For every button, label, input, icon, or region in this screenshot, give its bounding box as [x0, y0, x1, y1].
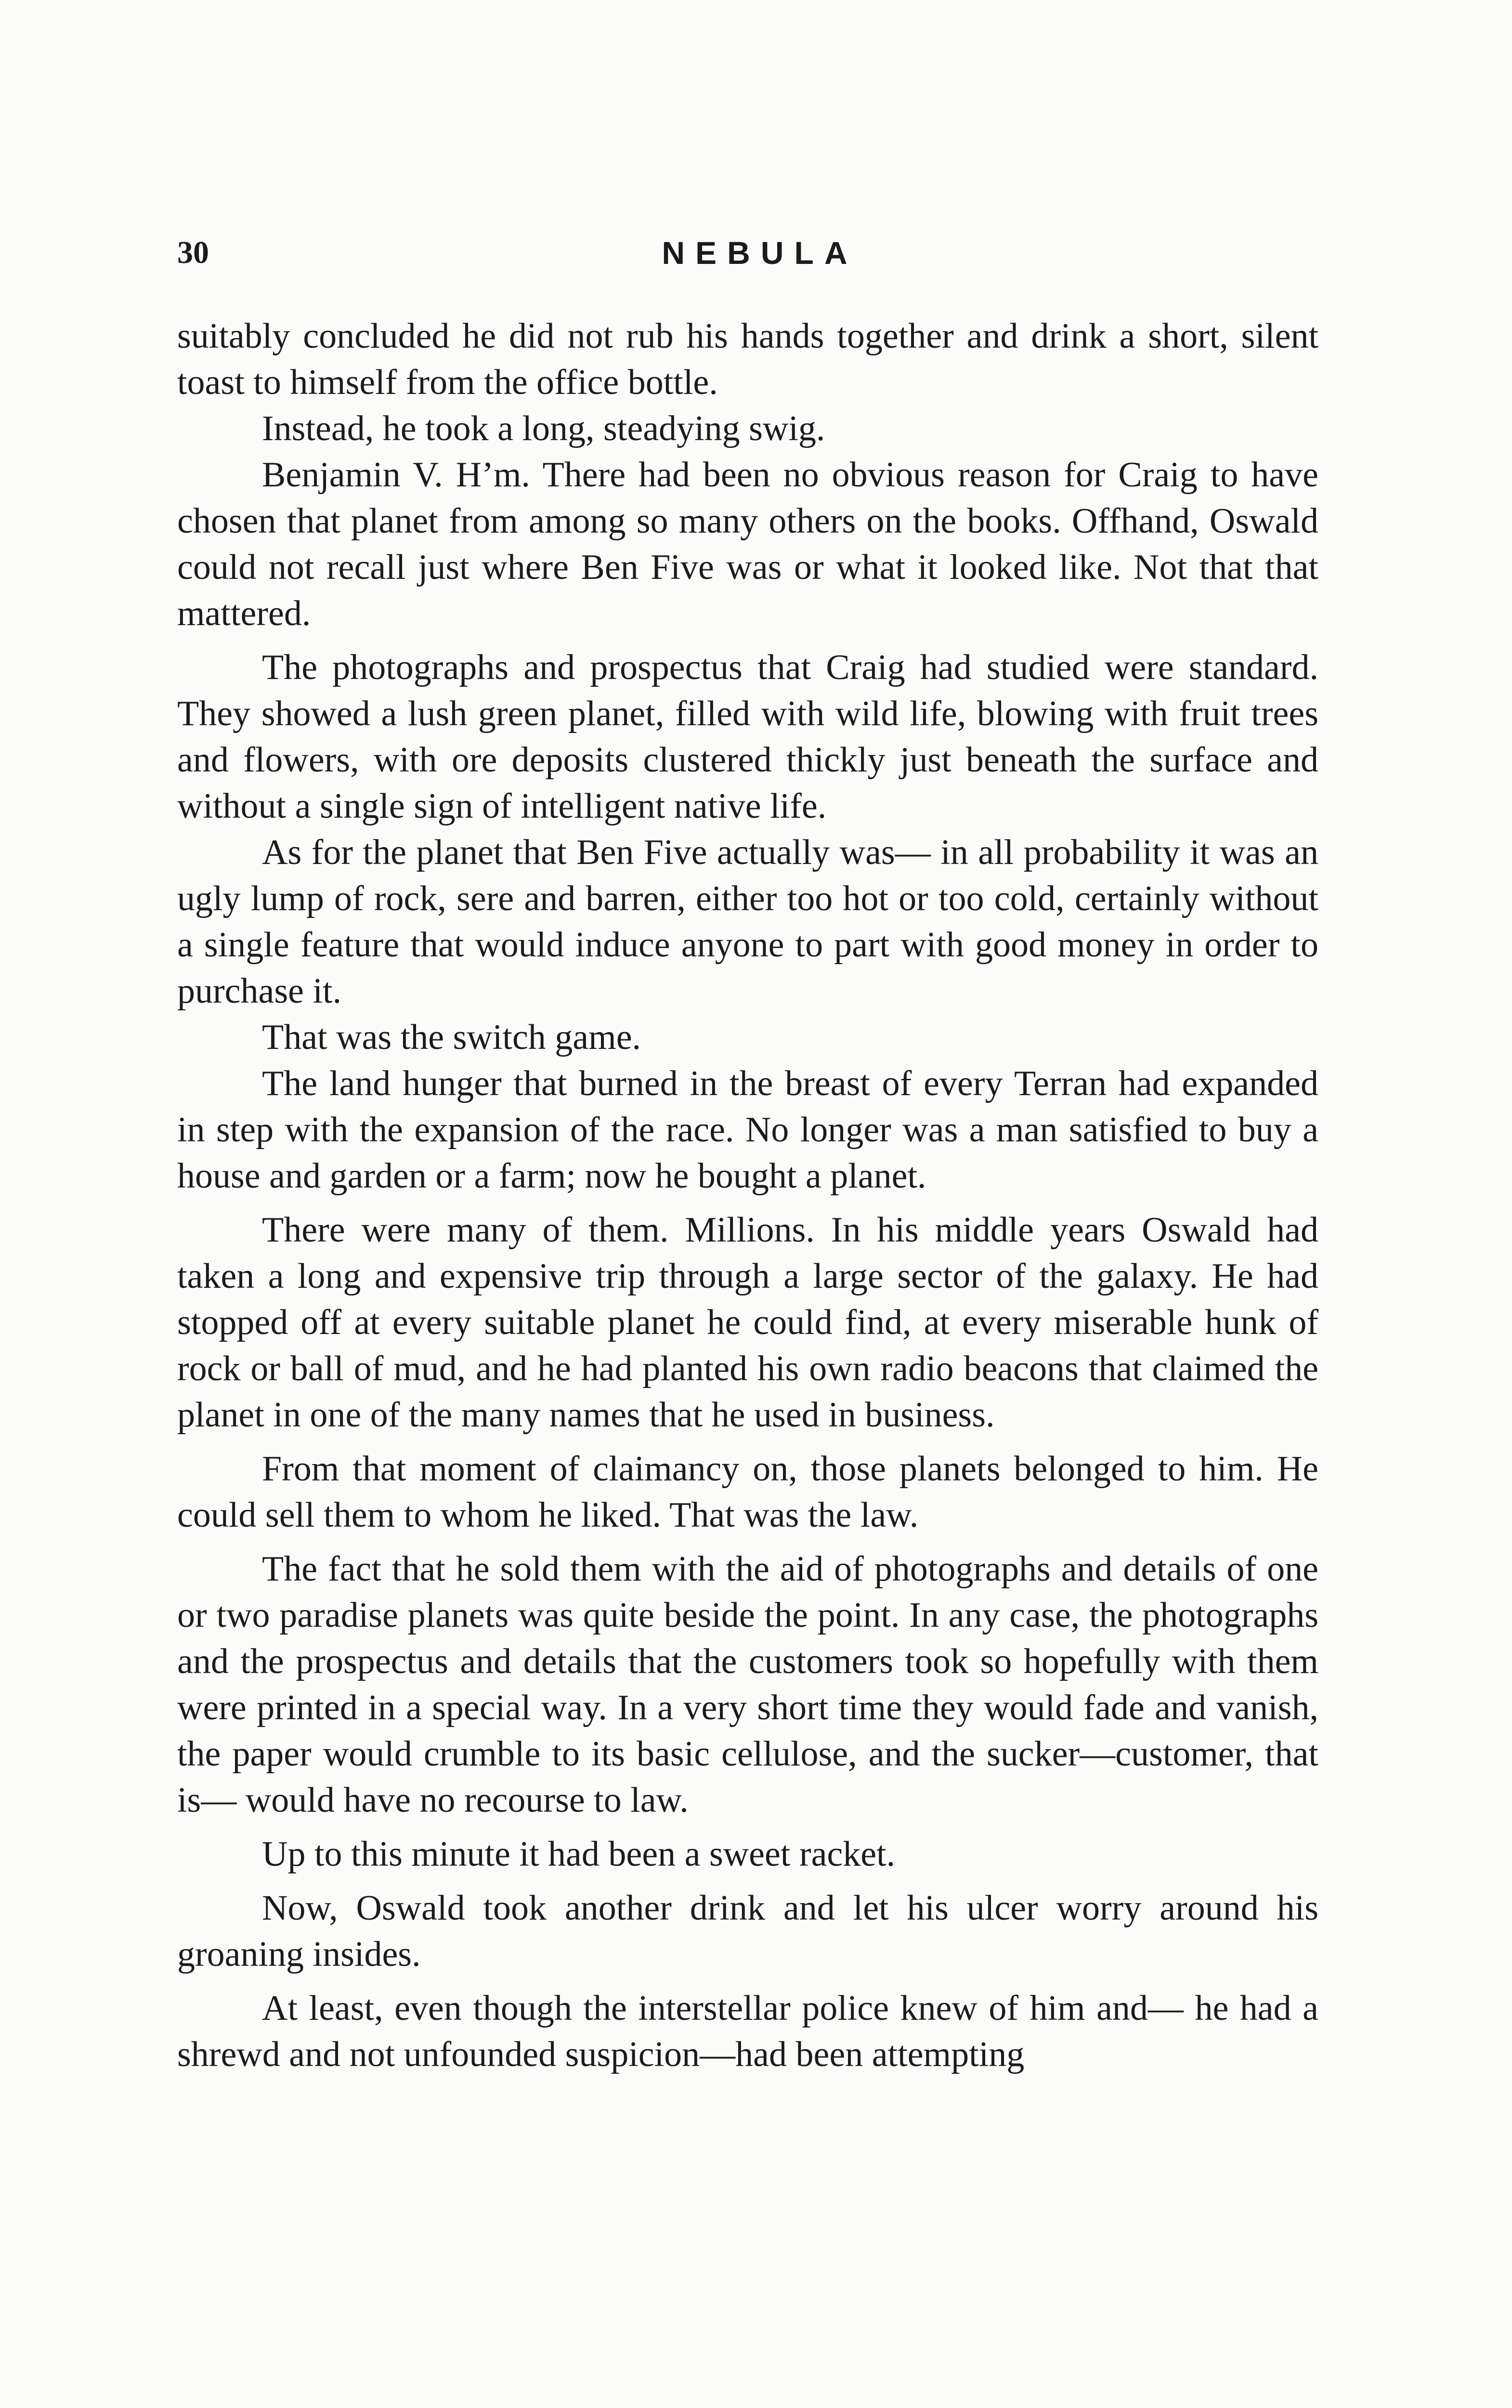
paragraph: That was the switch game. [262, 1018, 641, 1057]
paragraph: There were many of them. Millions. In his middle years Oswald had taken a long and expensive trip through a large sector of the galaxy. He had stopped off at every suitable planet he could find, at every miserable hunk of rock or ball of mud, and he had planted his own radio beacons that claimed the planet in one of the many names that he used in business. [177, 1210, 1318, 1435]
paragraph: suitably concluded he did not rub his hands together and drink a short, silent toast to himself from the office bottle. [177, 316, 1318, 402]
paragraph: At least, even though the interstellar police knew of him and— he had a shrewd and not unfounded suspicion—had been attempting [177, 1989, 1318, 2074]
paragraph: Now, Oswald took another drink and let his ulcer worry around his groaning insides. [177, 1888, 1318, 1974]
paragraph: Benjamin V. H’m. There had been no obvious reason for Craig to have chosen that planet from among so many others on the books. Offhand, Oswald could not recall just where Ben Five was or what it looked like. Not that that mattered. [177, 455, 1318, 633]
magazine-title: NEBULA [662, 235, 858, 271]
paragraph: The photographs and prospectus that Craig had studied were standard. They showed a lush green planet, filled with wild life, blowing with fruit trees and flowers, with ore deposits clustered thickly just beneath the surface and without a single sign of intelligent native life. [177, 648, 1318, 826]
paragraph: The land hunger that burned in the breast of every Terran had expanded in step with the expansion of the race. No longer was a man satisfied to buy a house and garden or a farm; now he bought a planet. [177, 1064, 1318, 1196]
paragraph: From that moment of claimancy on, those planets belonged to him. He could sell them to whom he liked. That was the law. [177, 1449, 1318, 1535]
paragraph: The fact that he sold them with the aid of photographs and details of one or two paradise planets was quite beside the point. In any case, the photographs and the prospectus and details that the customers took so hopefully with them were printed in a special way. In a very short time they would fade and vanish, the paper would crumble to its basic cellulose, and the sucker—customer, that is— would have no recourse to law. [177, 1549, 1318, 1820]
body-text [177, 313, 1318, 2078]
running-head [177, 226, 1318, 279]
paragraph: As for the planet that Ben Five actually was— in all probability it was an ugly lump of rock, sere and barren, either too hot or too cold, certainly without a single feature that would induce anyone to part with good money in order to purchase it. [177, 833, 1318, 1011]
paragraph: Up to this minute it had been a sweet racket. [262, 1834, 896, 1874]
page-number: 30 [177, 235, 209, 270]
paragraph: Instead, he took a long, steadying swig. [262, 409, 825, 448]
